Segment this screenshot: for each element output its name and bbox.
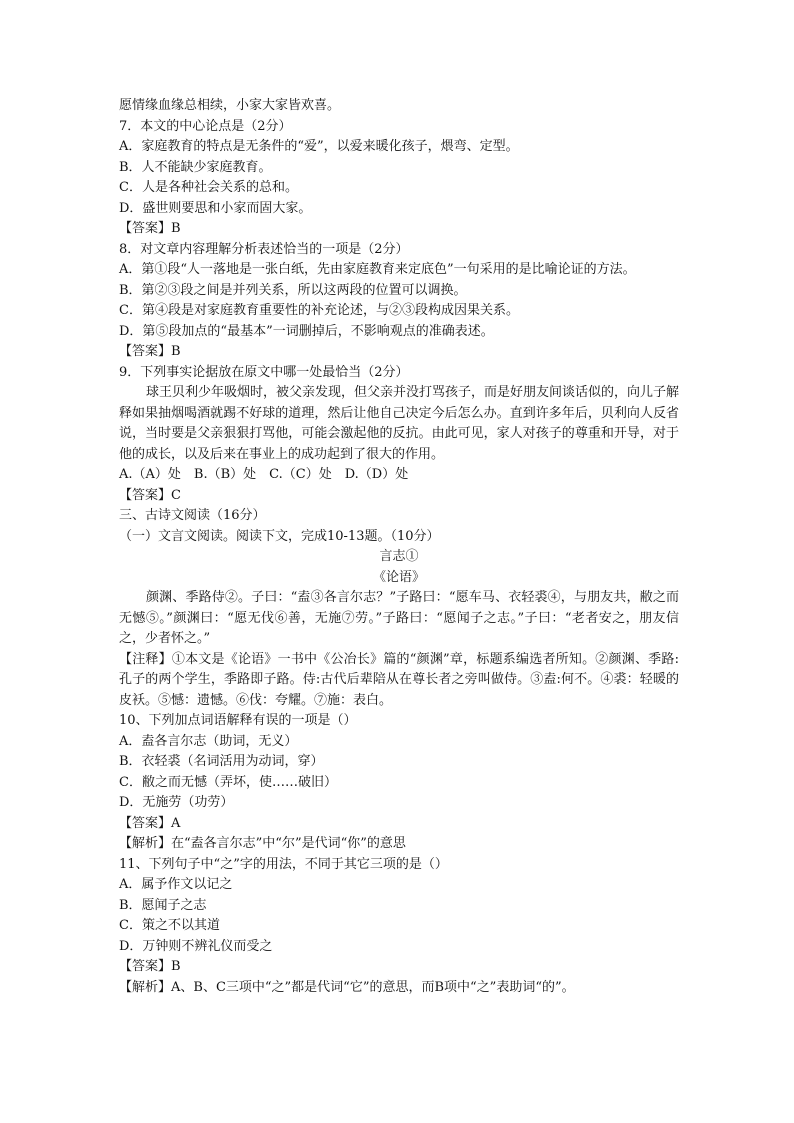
text-line: 【注释】①本文是《论语》一书中《公冶长》篇的“颜渊”章，标题系编选者所知。②颜渊、季路:孔子的两个学生，季路即子路。侍:古代后辈陪从在尊长者之旁叫做侍。③盍:何不。④裘：轻暖的皮袄。⑤憾：遗憾。⑥伐：夸耀。⑦施：表白。 xyxy=(119,651,679,708)
text-line: 7．本文的中心论点是（2分） xyxy=(119,118,292,134)
text-line: 【答案】B xyxy=(119,344,181,359)
text-line: C．第④段是对家庭教育重要性的补充论述，与②③段构成因果关系。 xyxy=(119,303,519,318)
text-line: A．家庭教育的特点是无条件的“爱”，以爱来暖化孩子，煨弯、定型。 xyxy=(119,139,519,154)
text-line: A．第①段“人一落地是一张白纸，先由家庭教育来定底色”一句采用的是比喻论证的方法。 xyxy=(119,262,636,277)
text-line: 【答案】B xyxy=(119,221,181,236)
text-line: C．策之不以其道 xyxy=(119,918,220,933)
text-line: B．愿闻子之志 xyxy=(119,897,207,913)
text-line: B．第②③段之间是并列关系，所以这两段的位置可以调换。 xyxy=(119,282,467,298)
text-line: 9．下列事实论据放在原文中哪一处最恰当（2分） xyxy=(119,364,409,380)
text-line: D．无施劳（功劳） xyxy=(119,795,234,810)
heading-line: 言志① xyxy=(379,549,419,564)
text-line: C．敝之而无憾（弄坏，使……破旧） xyxy=(119,774,337,790)
text-line: D．盛世则要思和小家而固大家。 xyxy=(119,200,312,216)
text-line: D．万钟则不辨礼仪而受之 xyxy=(119,938,273,954)
text-line: 11、下列句子中“之”字的用法，不同于其它三项的是（） xyxy=(119,856,448,872)
text-line: 【解析】在“盍各言尔志”中“尔”是代词“你”的意思 xyxy=(119,836,406,851)
text-line: 【答案】B xyxy=(119,959,181,974)
text-line: 10、下列加点词语解释有误的一项是（） xyxy=(119,713,357,728)
text-line: 愿情缘血缘总相续，小家大家皆欢喜。 xyxy=(119,98,341,113)
text-line: A．属予作文以记之 xyxy=(119,877,233,892)
text-line: C．人是各种社会关系的总和。 xyxy=(119,180,298,195)
text-line: B．衣轻裘（名词活用为动词，穿） xyxy=(119,754,324,769)
heading-line: 《论语》 xyxy=(372,569,425,585)
text-line: 【答案】A xyxy=(119,815,181,831)
paragraph: 颜渊、季路侍②。子曰：“盍③各言尔志？”子路曰：“愿车马、衣轻裘④，与朋友共，敝之而无憾⑤。”颜渊曰：“愿无伐⑥善，无施⑦劳。”子路曰：“愿闻子之志。”子曰：“老者安之，朋友信之，少者怀之。” xyxy=(119,590,679,646)
paragraph: 球王贝利少年吸烟时，被父亲发现，但父亲并没打骂孩子，而是好朋友间谈话似的，向儿子解释如果抽烟喝酒就踢不好球的道理，然后让他自己决定今后怎么办。直到许多年后，贝利向人反省说，当时要是父亲狠狠打骂他，可能会激起他的反抗。由此可见，家人对孩子的尊重和开导，对于他的成长，以及后来在事业上的成功起到了很大的作用。 xyxy=(119,385,680,462)
text-line: 【答案】C xyxy=(119,487,181,503)
text-line: D．第⑤段加点的“最基本”一词删掉后，不影响观点的准确表述。 xyxy=(119,323,494,339)
text-line: 【解析】A、B、C三项中“之”都是代词“它”的意思，而B项中“之”表助词“的”。 xyxy=(119,979,575,995)
document-page xyxy=(119,96,679,998)
text-line: （一）文言文阅读。阅读下文，完成10-13题。（10分） xyxy=(119,528,440,544)
text-line: A.（A）处 B.（B）处 C.（C）处 D.（D）处 xyxy=(119,467,409,482)
text-line: 三、古诗文阅读（16分） xyxy=(119,508,266,523)
text-line: 8．对文章内容理解分析表述恰当的一项是（2分） xyxy=(119,241,409,257)
text-line: B．人不能缺少家庭教育。 xyxy=(119,159,272,175)
text-line: A．盍各言尔志（助词，无义） xyxy=(119,733,298,749)
